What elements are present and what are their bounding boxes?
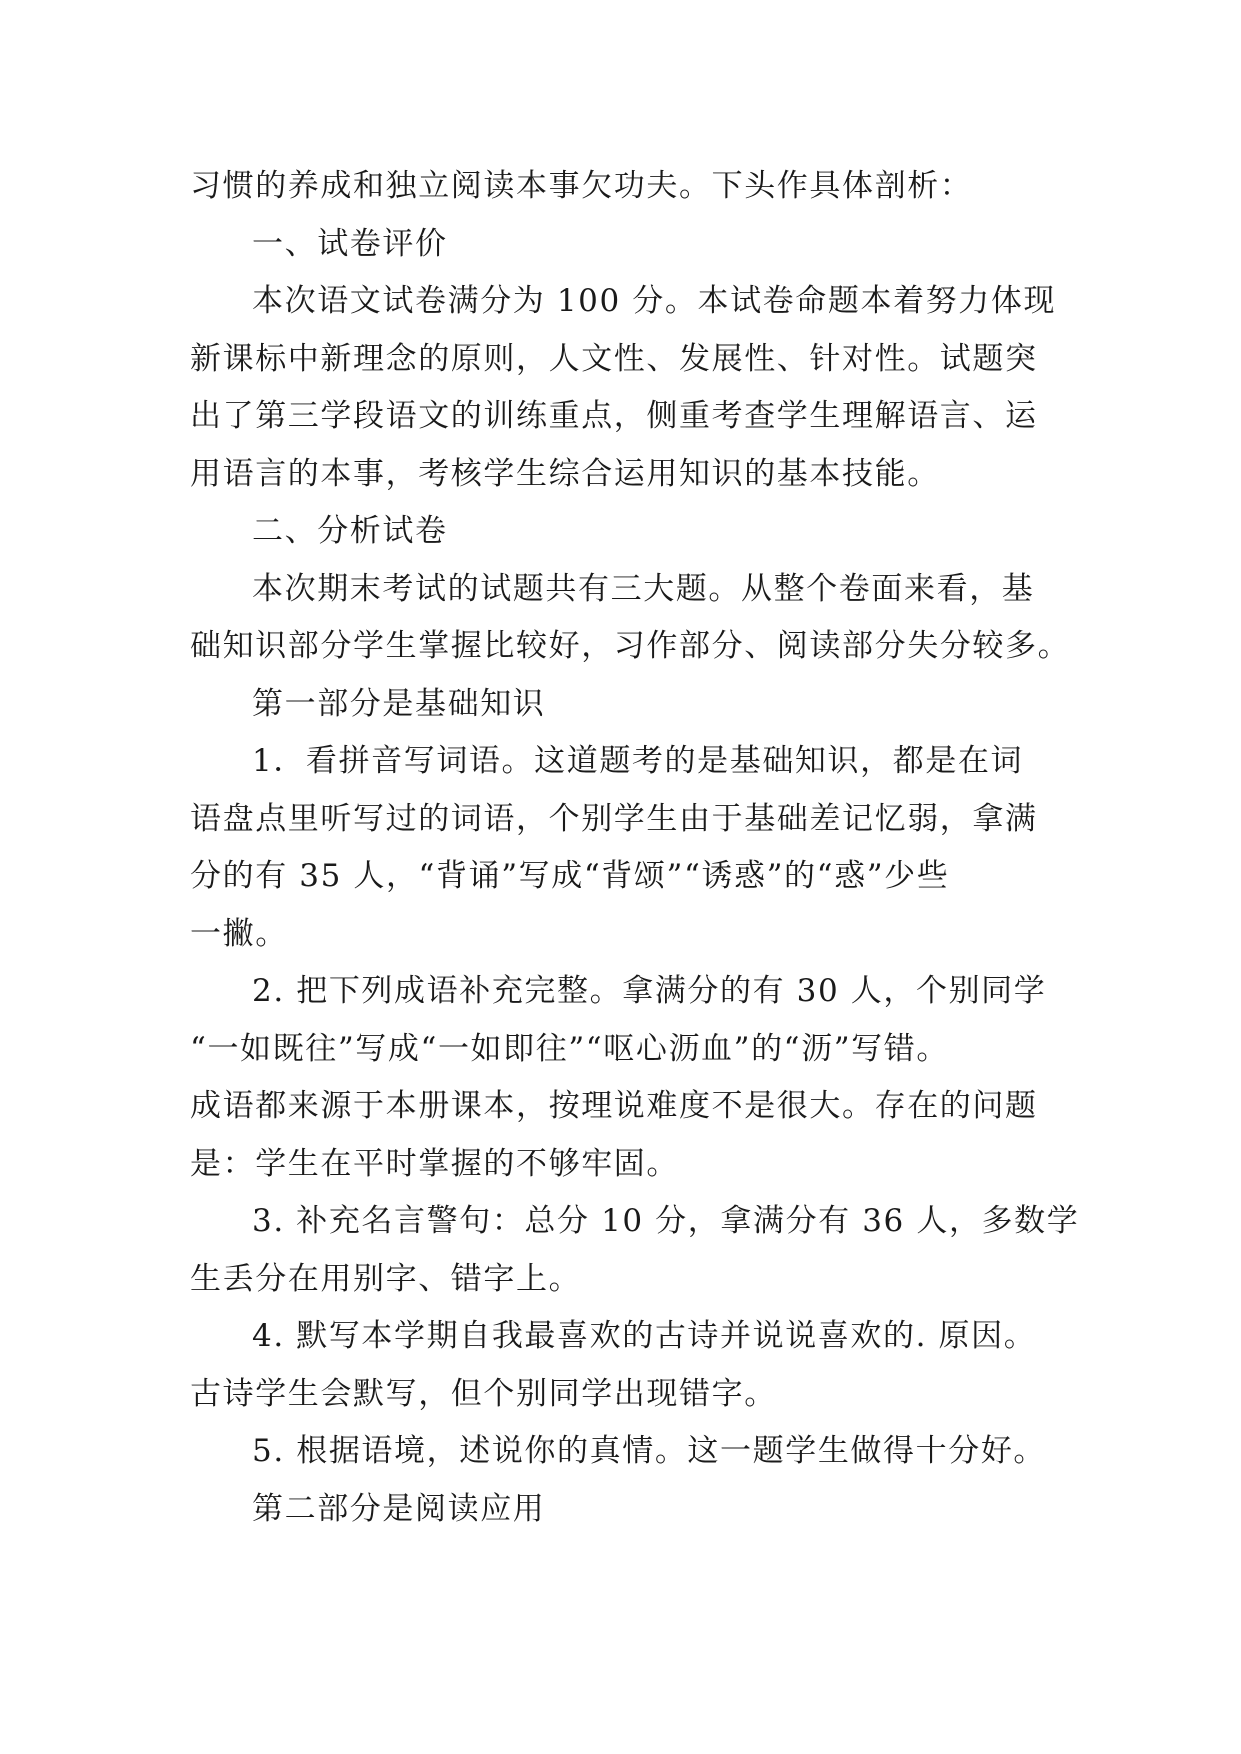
text-line: 一、试卷评价 — [252, 225, 448, 262]
text-line: 分的有 35 人，“背诵”写成“背颂”“诱惑”的“惑”少些 — [190, 858, 950, 894]
text-line: 一撇。 — [190, 915, 288, 952]
text-line: “一如既往”写成“一如即往”“呕心沥血”的“沥”写错。 — [190, 1030, 949, 1067]
paragraph — [190, 273, 1066, 503]
text-line: 本次期末考试的试题共有三大题。从整个卷面来看，基 — [252, 570, 1035, 607]
text-line: 第一部分是基础知识 — [252, 685, 546, 722]
text-line: 新课标中新理念的原则，人文性、发展性、针对性。试题突 — [190, 340, 1038, 377]
text-line: 是：学生在平时掌握的不够牢固。 — [190, 1145, 679, 1182]
text-line: 古诗学生会默写，但个别同学出现错字。 — [190, 1375, 777, 1412]
text-line: 第二部分是阅读应用 — [252, 1490, 546, 1527]
text-line: 出了第三学段语文的训练重点，侧重考查学生理解语言、运 — [190, 398, 1038, 434]
text-line: 础知识部分学生掌握比较好，习作部分、阅读部分失分较多。 — [190, 628, 1071, 664]
text-line: 4. 默写本学期自我最喜欢的古诗并说说喜欢的. 原因。 — [252, 1318, 1037, 1354]
text-line: 本次语文试卷满分为 100 分。本试卷命题本着努力体现 — [252, 283, 1057, 319]
text-line: 3. 补充名言警句：总分 10 分，拿满分有 36 人，多数学 — [252, 1203, 1080, 1239]
text-line: 用语言的本事，考核学生综合运用知识的基本技能。 — [190, 455, 940, 492]
paragraph — [190, 1308, 1066, 1423]
text-line: 5. 根据语境，述说你的真情。这一题学生做得十分好。 — [252, 1433, 1047, 1469]
paragraph — [190, 158, 1066, 216]
document-body — [190, 158, 1080, 1538]
paragraph — [190, 963, 1066, 1193]
paragraph — [190, 1423, 1066, 1481]
paragraph — [190, 1193, 1080, 1308]
text-line: 语盘点里听写过的词语，个别学生由于基础差记忆弱，拿满 — [190, 800, 1038, 837]
paragraph — [190, 216, 1066, 274]
text-line: 习惯的养成和独立阅读本事欠功夫。下头作具体剖析： — [190, 168, 973, 204]
paragraph — [190, 503, 1066, 561]
text-line: 1．看拼音写词语。这道题考的是基础知识，都是在词 — [252, 743, 1024, 779]
text-line: 2. 把下列成语补充完整。拿满分的有 30 人，个别同学 — [252, 973, 1047, 1009]
text-line: 二、分析试卷 — [252, 513, 448, 549]
paragraph — [190, 676, 1066, 734]
text-line: 生丢分在用别字、错字上。 — [190, 1260, 582, 1297]
paragraph — [190, 561, 1071, 676]
paragraph — [190, 1481, 1066, 1539]
paragraph — [190, 733, 1066, 963]
text-line: 成语都来源于本册课本，按理说难度不是很大。存在的问题 — [190, 1088, 1038, 1124]
